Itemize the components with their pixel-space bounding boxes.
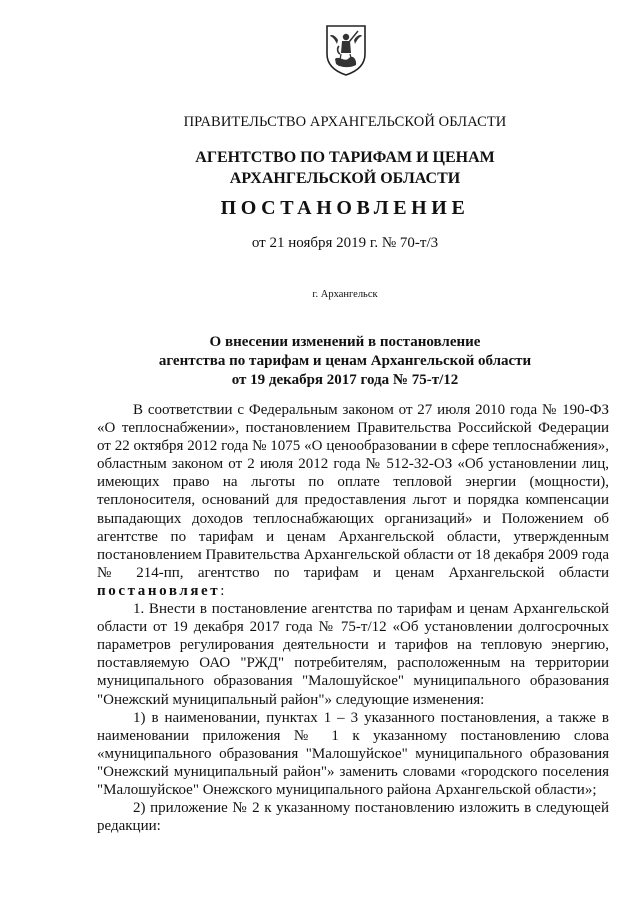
decrees-colon: : bbox=[220, 582, 225, 599]
subject-line-3: от 19 декабря 2017 года № 75-т/12 bbox=[231, 372, 459, 388]
document-body bbox=[97, 401, 609, 835]
document-city: г. Архангельск bbox=[312, 289, 378, 300]
coat-of-arms-icon bbox=[325, 24, 367, 76]
agency-line-2: АРХАНГЕЛЬСКОЙ ОБЛАСТИ bbox=[229, 170, 461, 187]
document-subject bbox=[98, 333, 592, 390]
subject-line-1: О внесении изменений в постановление bbox=[209, 334, 481, 350]
preamble-text: В соответствии с Федеральным законом от 27 июля 2010 года № 190-ФЗ «О теплоснабжении», постановлением Правительства Российской Федерации от 22 октября 2012 года № 1075 «О ценообразовании в сфере теплоснабжения», областным законом от 2 июля 2012 года № 512-32-ОЗ «Об установлении лиц, имеющих право на льготы по оплате тепловой энергии (мощности), теплоносителя, оснований для предоставления льгот и порядка компенсации выпадающих доходов теплоснабжающих организаций» и Положением об агентстве по тарифам и ценам Архангельской области, утвержденным постановлением Правительства Архангельской области от 18 декабря 2009 года № 214-пп, агентство по тарифам и ценам Архангельской области bbox=[97, 402, 609, 581]
government-name: ПРАВИТЕЛЬСТВО АРХАНГЕЛЬСКОЙ ОБЛАСТИ bbox=[183, 114, 507, 130]
item-1-paragraph: 1. Внести в постановление агентства по тарифам и ценам Архангельской области от 19 декабря 2017 года № 75-т/12 «Об установлении долгосрочных параметров регулирования деятельности и тарифов на тепловую энергию, поставляемую ОАО "РЖД" потребителям, расположенным на территории муниципального образования "Малошуйское" муниципального образования "Онежский муниципальный район"» следующие изменения: bbox=[97, 601, 609, 708]
agency-name bbox=[98, 147, 592, 189]
item-1-subitem-1: 1) в наименовании, пунктах 1 – 3 указанного постановления, а также в наименовании приложения № 1 к указанному постановлению слова «муниципального образования "Малошуйское" муниципального образования "Онежский муниципальный район"» заменить словами «городского поселения "Малошуйское" Онежского муниципального района Архангельской области»; bbox=[97, 709, 609, 798]
subject-line-2: агентства по тарифам и ценам Архангельской области bbox=[158, 353, 532, 369]
document-date-number: от 21 ноября 2019 г. № 70-т/3 bbox=[251, 235, 439, 251]
document-type: ПОСТАНОВЛЕНИЕ bbox=[220, 197, 470, 219]
item-1-subitem-2: 2) приложение № 2 к указанному постановлению изложить в следующей редакции: bbox=[97, 800, 609, 835]
agency-line-1: АГЕНТСТВО ПО ТАРИФАМ И ЦЕНАМ bbox=[195, 149, 495, 166]
preamble-paragraph bbox=[97, 401, 609, 600]
decrees-word: постановляет bbox=[97, 582, 221, 599]
